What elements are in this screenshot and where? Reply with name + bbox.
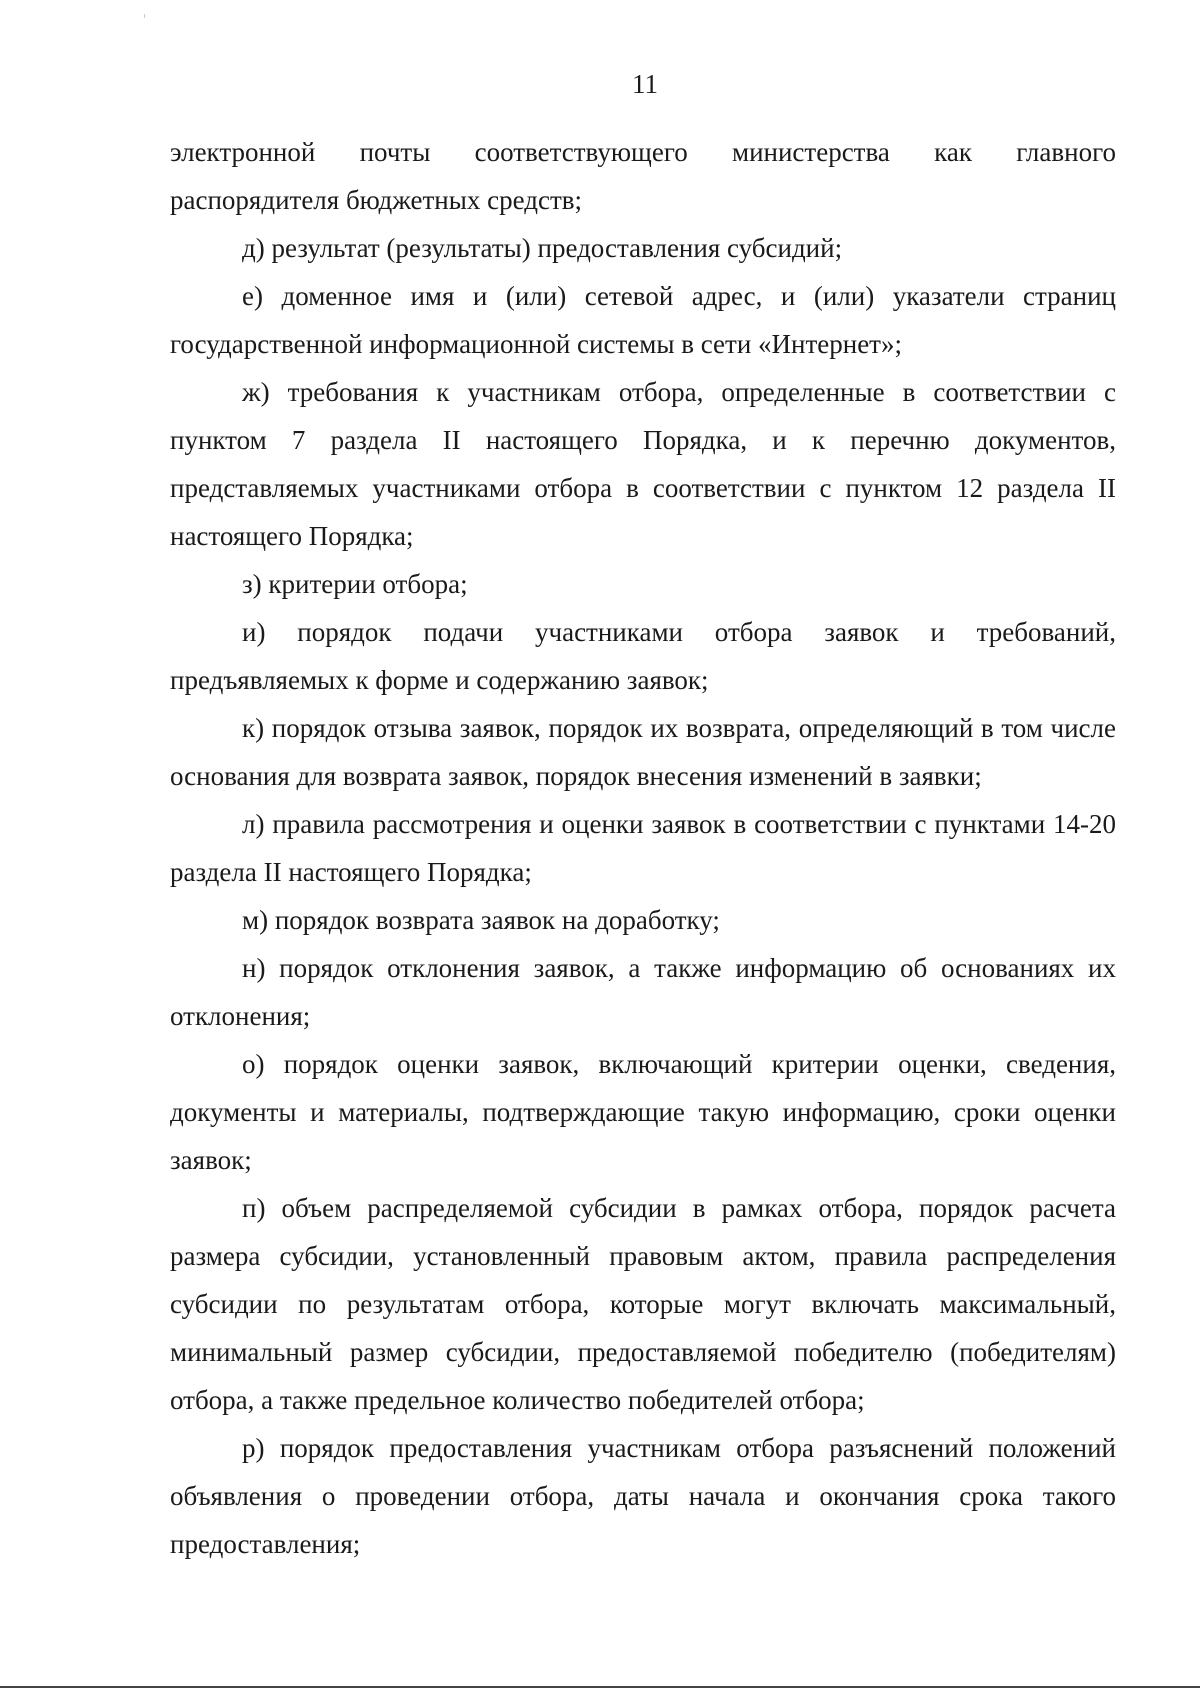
paragraph-continued-first-line: электронной почты соответствующего министерства как главного <box>170 137 1116 167</box>
paragraph-item-n: н) порядок отклонения заявок, а также информацию об основаниях их отклонения; <box>170 953 1116 1031</box>
paragraph-item-e: е) доменное имя и (или) сетевой адрес, и (или) указатели страниц государственной информационной системы в сети «Интернет»; <box>170 281 1116 359</box>
paragraph-item-r: р) порядок предоставления участникам отбора разъяснений положений объявления о проведении отбора, даты начала и окончания срока такого предоставления; <box>170 1433 1116 1559</box>
paragraph-item-d: д) результат (результаты) предоставления субсидий; <box>242 233 843 263</box>
paragraph-item-z: з) критерии отбора; <box>242 569 468 599</box>
paragraph-item-k: к) порядок отзыва заявок, порядок их возврата, определяющий в том числе основания для возврата заявок, порядок внесения изменений в заявки; <box>170 713 1116 791</box>
page-bottom-rule <box>0 1686 1200 1688</box>
page-number: 11 <box>632 69 658 99</box>
paragraph-item-m: м) порядок возврата заявок на доработку; <box>242 905 720 935</box>
paragraph-item-p: п) объем распределяемой субсидии в рамках отбора, порядок расчета размера субсидии, установленный правовым актом, правила распределения субсидии по результатам отбора, которые могут включать максимальный, минимальный размер субсидии, предоставляемой победителю (победителям) отбора, а также предельное количество победителей отбора; <box>170 1193 1116 1415</box>
document-body <box>170 128 1116 1568</box>
paragraph-item-l: л) правила рассмотрения и оценки заявок в соответствии с пунктами 14-20 раздела II настоящего Порядка; <box>170 809 1116 887</box>
paragraph-continued-rest: распорядителя бюджетных средств; <box>170 185 583 215</box>
paragraph-item-o: о) порядок оценки заявок, включающий критерии оценки, сведения, документы и материалы, подтверждающие такую информацию, сроки оценки заявок; <box>170 1049 1116 1175</box>
paragraph-item-i: и) порядок подачи участниками отбора заявок и требований, предъявляемых к форме и содержанию заявок; <box>170 617 1116 695</box>
paragraph-item-zh: ж) требования к участникам отбора, определенные в соответствии с пунктом 7 раздела II настоящего Порядка, и к перечню документов, представляемых участниками отбора в соответствии с пунктом 12 раздела II настоящего Порядка; <box>170 377 1116 551</box>
scan-mark <box>144 14 145 18</box>
